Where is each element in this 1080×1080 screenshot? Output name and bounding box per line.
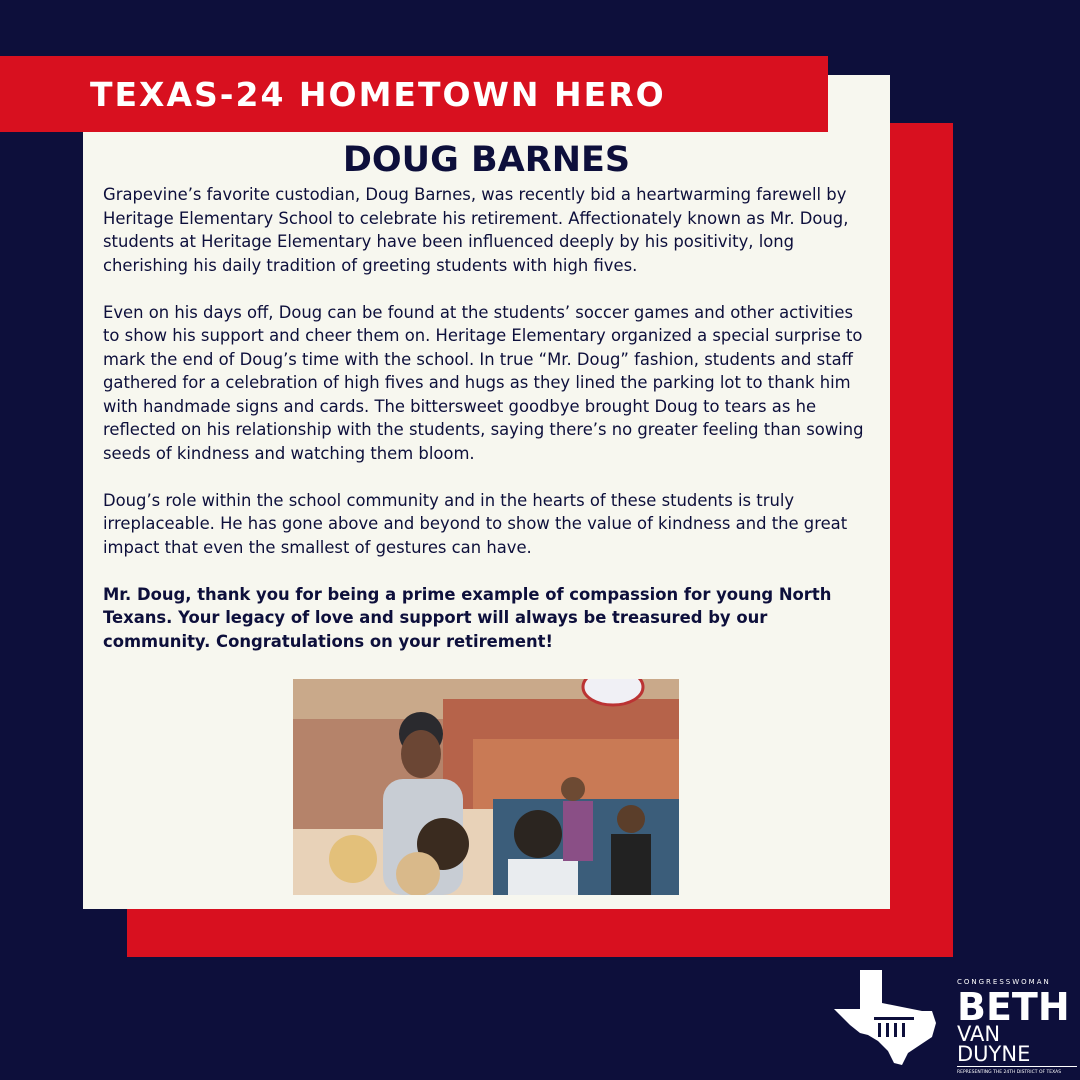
hero-name: DOUG BARNES <box>342 140 631 180</box>
logo-last-name: VAN DUYNE <box>957 1024 1077 1067</box>
paragraph: Even on his days off, Doug can be found at the students’ soccer games and other activities to show his support and cheer them on. Heritage Elementary organized a special surprise to mark the end of Doug’s time with the school. In true “Mr. Doug” fashion, students and staff gathered for a celebration of high fives and hugs as they lined the parking lot to thank him with handmade signs and cards. The bittersweet goodbye brought Doug to tears as he reflected on his relationship with the students, saying there’s no greater feeling than sowing seeds of kindness and watching them bloom. <box>103 302 864 463</box>
closing-message: Mr. Doug, thank you for being a prime example of compassion for young North Texans. Your legacy of love and support will always be treasured by our community. Congratulations on your retirement! <box>103 584 832 651</box>
celebration-photo <box>293 679 679 895</box>
paragraph: Doug’s role within the school community and in the hearts of these students is truly irreplaceable. He has gone above and beyond to show the value of kindness and the great impact that even the smallest of gestures can have. <box>103 490 848 557</box>
title-banner <box>0 56 828 132</box>
banner-title: TEXAS-24 HOMETOWN HERO <box>90 74 666 114</box>
texas-map-icon <box>832 965 952 1070</box>
story-text <box>103 183 873 677</box>
logo-tagline: REPRESENTING THE 24TH DISTRICT OF TEXAS <box>957 1070 1062 1075</box>
logo-first-name: BETH <box>957 985 1070 1029</box>
logo-text <box>957 978 1077 1075</box>
paragraph: Grapevine’s favorite custodian, Doug Barnes, was recently bid a heartwarming farewell by Heritage Elementary School to celebrate his retirement. Affectionately known as Mr. Doug, students at Heritage Elementary have been influenced deeply by his positivity, long cherishing his daily tradition of greeting students with high fives. <box>103 185 849 275</box>
logo-title-line: CONGRESSWOMAN <box>957 978 1051 986</box>
